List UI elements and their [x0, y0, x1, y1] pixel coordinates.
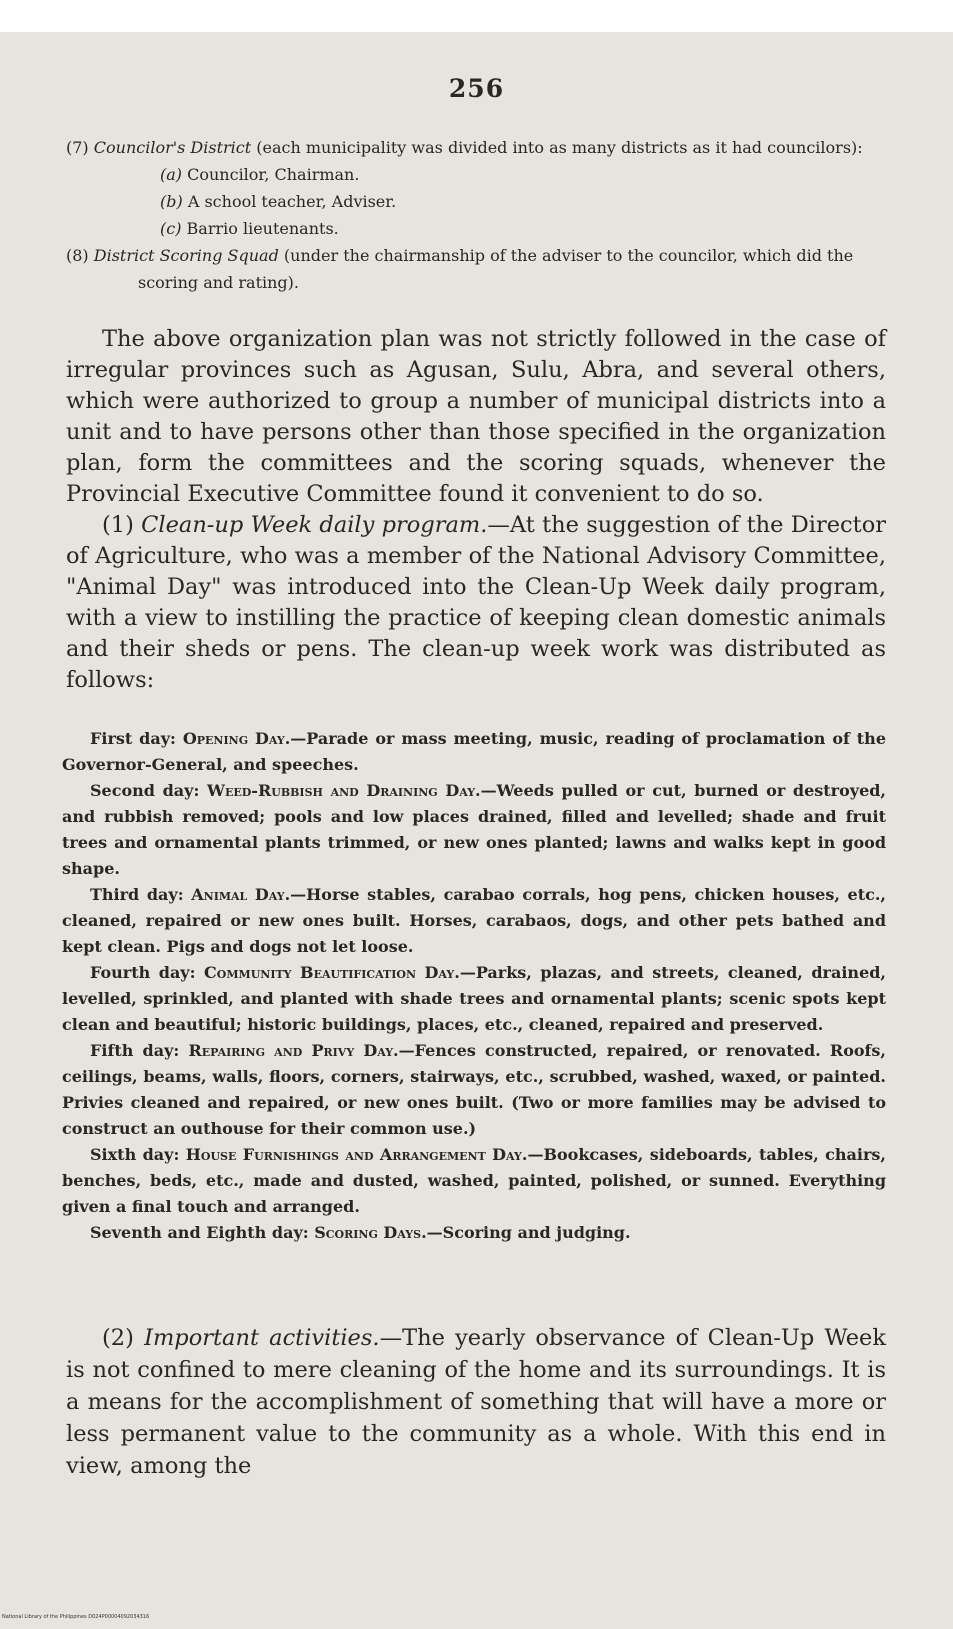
day-name: Weed-Rubbish and Draining Day. — [207, 781, 481, 800]
scan-footer: National Library of the Philippines D024P00004092034316 — [2, 1614, 150, 1620]
list-item-7 — [66, 134, 886, 242]
organization-list — [66, 134, 886, 296]
body-text-lower — [66, 1322, 886, 1482]
day-entry-2: Second day: Weed-Rubbish and Draining Day.—Weeds pulled or cut, burned or destroyed, and rubbish removed; pools and low places drained, filled and levelled; shade and fruit trees and ornamental plants trimmed, or new ones planted; lawns and walks kept in good shape. — [62, 781, 887, 878]
section-text: —At the suggestion of the Director of Agriculture, who was a member of the National Advisory Committee, "Animal Day" was introduced into the Clean-Up Week daily program, with a view to instilling the practice of keeping clean domestic animals and their sheds or pens. The clean-up week work was distributed as follows: — [66, 512, 886, 693]
section-number: (1) — [102, 512, 134, 538]
day-entry-4: Fourth day: Community Beautification Day.—Parks, plazas, and streets, cleaned, drained, levelled, sprinkled, and planted with shade trees and ornamental plants; scenic spots kept clean and beautiful; historic buildings, places, etc., cleaned, repaired and preserved. — [62, 963, 887, 1034]
sub-item-a: (a) Councilor, Chairman. — [160, 165, 360, 184]
day-entry-7: Seventh and Eighth day: Scoring Days.—Scoring and judging. — [90, 1223, 631, 1242]
section-title: Important activities. — [144, 1325, 380, 1351]
paragraph-important-activities — [66, 1322, 886, 1482]
list-title: Councilor's District — [93, 138, 252, 157]
list-text: (each municipality was divided into as many districts as it had councilors): — [251, 138, 863, 157]
page-number: 256 — [448, 74, 505, 103]
day-name: Opening Day. — [182, 729, 291, 748]
day-entry-5: Fifth day: Repairing and Privy Day.—Fences constructed, repaired, or renovated. Roofs, ceilings, beams, walls, floors, corners, stairways, etc., scrubbed, washed, waxed, or painted. Privies cleaned and repaired, or new ones built. (Two or more families may be advised to construct an outhouse for their common use.) — [62, 1041, 887, 1138]
body-text-upper — [66, 324, 886, 696]
daily-schedule — [62, 726, 886, 1246]
day-name: House Furnishings and Arrangement Day. — [185, 1145, 528, 1164]
section-text: —The yearly observance of Clean-Up Week is not confined to mere cleaning of the home and its surroundings. It is a means for the accomplishment of something that will have a more or less permanent value to the community as a whole. With this end in view, among the — [66, 1325, 887, 1479]
list-item-8 — [66, 242, 886, 296]
day-name: Animal Day. — [191, 885, 291, 904]
paragraph-organization-plan: The above organization plan was not strictly followed in the case of irregular provinces such as Agusan, Sulu, Abra, and several others, which were authorized to group a number of municipal districts into a unit and to have persons other than those specified in the organization plan, form the committees and the scoring squads, whenever the Provincial Executive Committee found it convenient to do so. — [66, 326, 886, 507]
list-text: (under the chairmanship of the adviser to the councilor, which did the scoring and rating). — [138, 246, 854, 292]
day-entry-3: Third day: Animal Day.—Horse stables, carabao corrals, hog pens, chicken houses, etc., cleaned, repaired or new ones built. Horses, carabaos, dogs, and other pets bathed and kept clean. Pigs and dogs not let loose. — [62, 885, 886, 956]
day-name: Community Beautification Day. — [204, 963, 460, 982]
day-entry-6: Sixth day: House Furnishings and Arrangement Day.—Bookcases, sideboards, tables, chairs, benches, beds, etc., made and dusted, washed, painted, polished, or sunned. Everything given a final touch and arranged. — [62, 1145, 886, 1216]
day-name: Repairing and Privy Day. — [188, 1041, 399, 1060]
sub-item-b: (b) A school teacher, Adviser. — [160, 192, 397, 211]
paragraph-daily-program — [66, 510, 886, 696]
day-entry-1: First day: Opening Day.—Parade or mass meeting, music, reading of proclamation of the Governor-General, and speeches. — [62, 729, 886, 774]
day-name: Scoring Days. — [314, 1223, 427, 1242]
section-number: (2) — [102, 1325, 134, 1351]
section-title: Clean-up Week daily program. — [141, 512, 488, 538]
list-title: District Scoring Squad — [93, 246, 279, 265]
list-number: (7) — [66, 138, 89, 157]
sub-item-c: (c) Barrio lieutenants. — [160, 219, 339, 238]
list-number: (8) — [66, 246, 89, 265]
